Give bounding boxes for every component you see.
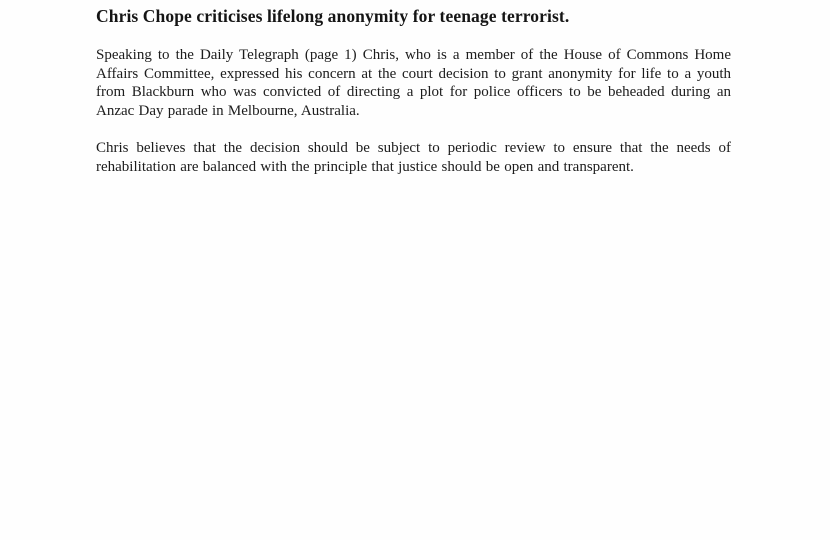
document-headline: Chris Chope criticises lifelong anonymity for teenage terrorist. xyxy=(96,6,570,26)
document-body xyxy=(96,5,731,176)
paragraph-speaking-to-telegraph: Speaking to the Daily Telegraph (page 1) Chris, who is a member of the House of Commons Home Affairs Committee, expressed his concern at the court decision to grant anonymity for life to a youth from Blackburn who was convicted of directing a plot for police officers to be beheaded during an Anzac Day parade in Melbourne, Australia. xyxy=(96,47,731,119)
paragraph-chris-believes: Chris believes that the decision should be subject to periodic review to ensure that the needs of rehabilitation are balanced with the principle that justice should be open and transparent. xyxy=(96,140,731,175)
